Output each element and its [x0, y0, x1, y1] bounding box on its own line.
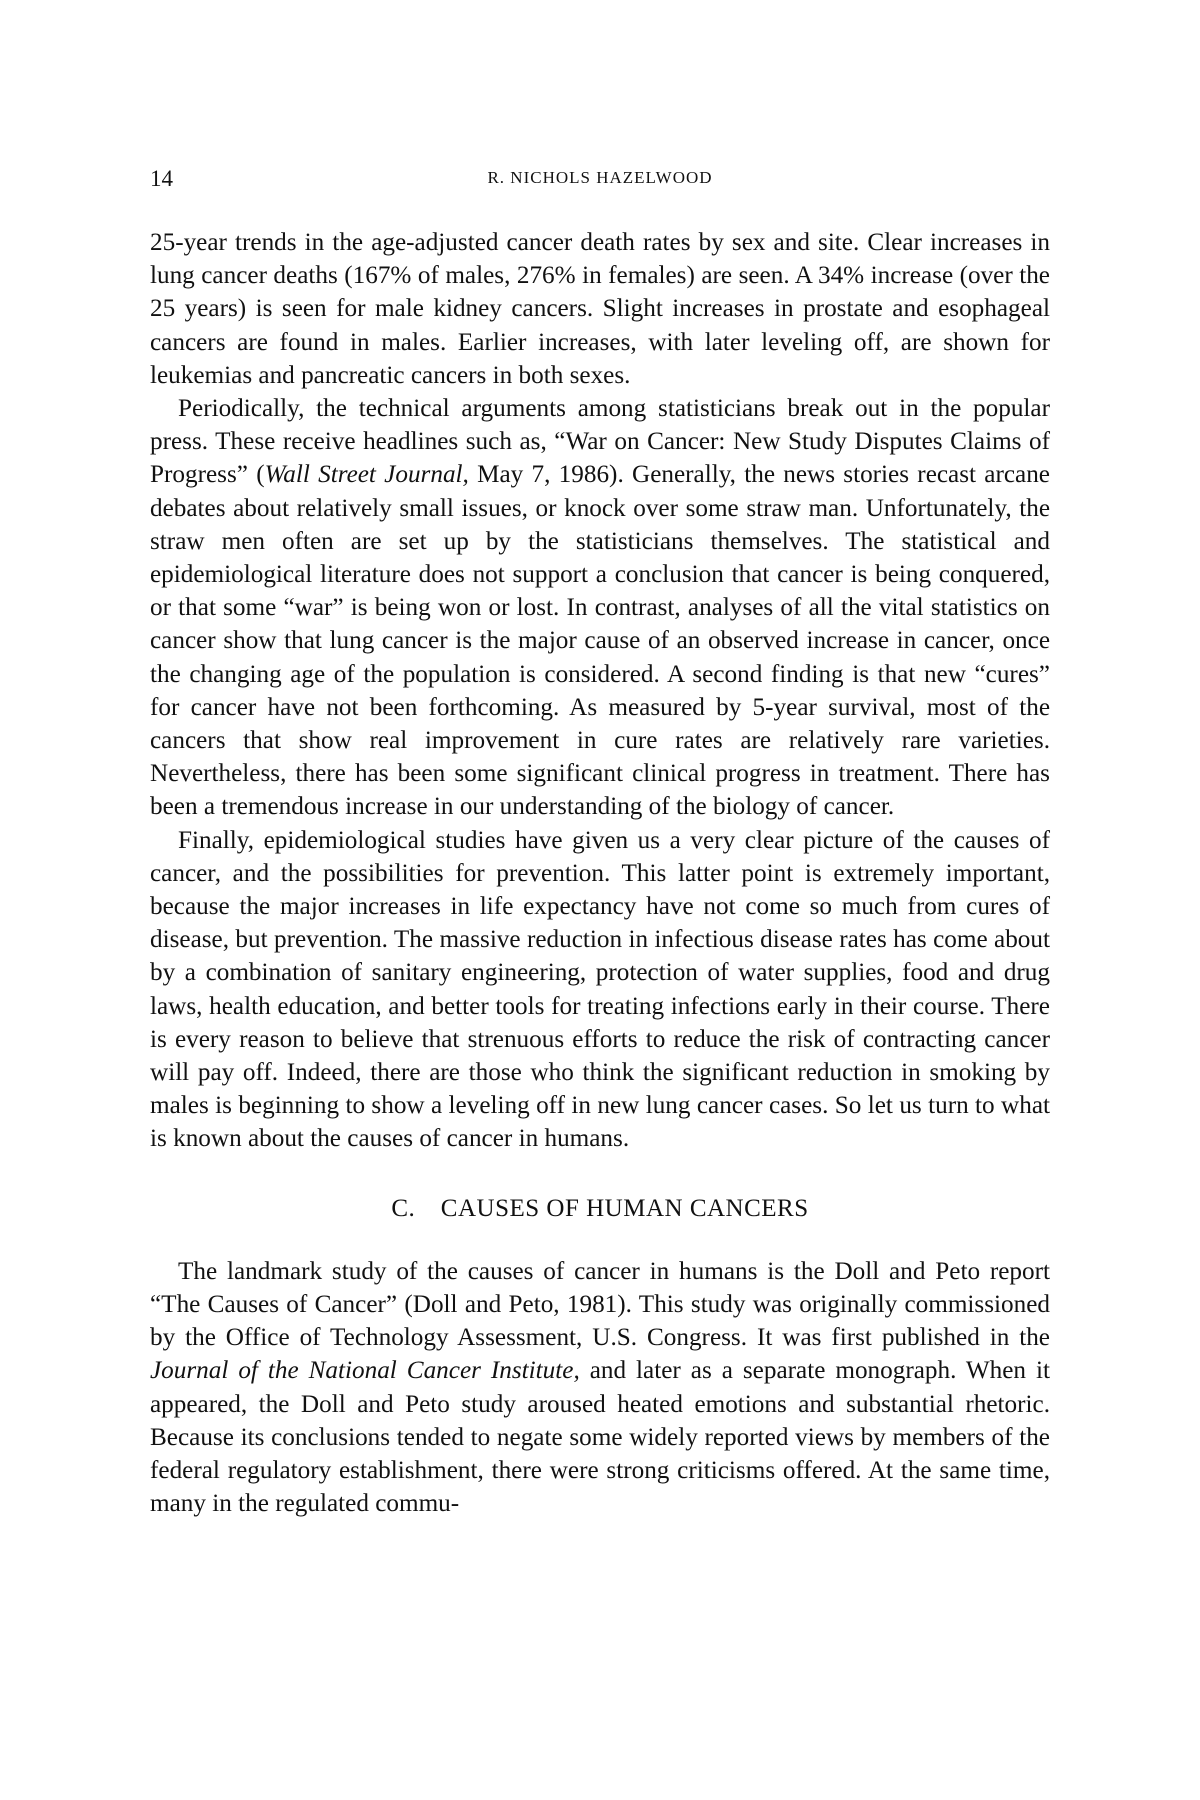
paragraph-press-arguments [150, 392, 1050, 824]
body-text [150, 226, 1050, 1520]
paragraph-text: The landmark study of the causes of cancer in humans is the Doll and Peto report “The Causes of Cancer” (Doll and Peto, 1981). This study was originally commissioned by the Office of Technology Assessment, U.S. Congress. It was first published in the [150, 1257, 1050, 1352]
running-title: R. NICHOLS HAZELWOOD [487, 168, 713, 187]
citation-wall-street-journal: Wall Street Journal, [264, 461, 469, 489]
page-number: 14 [150, 166, 173, 191]
paragraph-text: Periodically, the technical arguments among statisticians break out in the popular press. These receive headlines such as, “War on Cancer: New Study Disputes Claims of Progress” ( [150, 395, 1050, 489]
section-heading: C. CAUSES OF HUMAN CANCERS [391, 1194, 809, 1222]
paragraph-text: May 7, 1986). Generally, the news stories recast arcane debates about relatively small issues, or knock over some straw man. Unfortunately, the straw men often are set up by the statisticians themselves. The statistical and epidemiological literature does not support a conclusion that cancer is being conquered, or that some “war” is being won or lost. In contrast, analyses of all the vital statistics on cancer show that lung cancer is the major cause of an observed increase in cancer, once the changing age of the population is considered. A second finding is that new “cures” for cancer have not been forthcoming. As measured by 5-year survival, most of the cancers that show real improvement in cure rates are relatively rare varieties. Nevertheless, there has been some significant clinical progress in treatment. There has been a tremendous increase in our understanding of the biology of cancer. [150, 461, 1050, 821]
citation-journal-nci: Journal of the National Cancer Institute, [150, 1357, 580, 1385]
paragraph-continuation: 25-year trends in the age-adjusted cancer death rates by sex and site. Clear increases in lung cancer deaths (167% of males, 276% in females) are seen. A 34% increase (over the 25 years) is seen for male kidney cancers. Slight increases in prostate and esophageal cancers are found in males. Earlier increases, with later leveling off, are shown for leukemias and pancreatic cancers in both sexes. [150, 229, 1050, 389]
paragraph-prevention: Finally, epidemiological studies have given us a very clear picture of the causes of cancer, and the possibilities for prevention. This latter point is extremely important, because the major increases in life expectancy have not come so much from cures of disease, but prevention. The massive reduction in infectious disease rates has come about by a combination of sanitary engineering, protection of water supplies, food and drug laws, health education, and better tools for treating infections early in their course. There is every reason to believe that strenuous efforts to reduce the risk of contracting cancer will pay off. Indeed, there are those who think the significant reduction in smoking by males is beginning to show a leveling off in new lung cancer cases. So let us turn to what is known about the causes of cancer in humans. [150, 826, 1050, 1153]
paragraph-doll-peto [150, 1255, 1050, 1521]
paragraph-text: and later as a separate monograph. When it appeared, the Doll and Peto study aroused heated emotions and substantial rhetoric. Because its conclusions tended to negate some widely reported views by members of the federal regulatory establishment, there were strong criticisms offered. At the same time, many in the regulated commu- [150, 1357, 1050, 1518]
running-head [150, 166, 1050, 198]
